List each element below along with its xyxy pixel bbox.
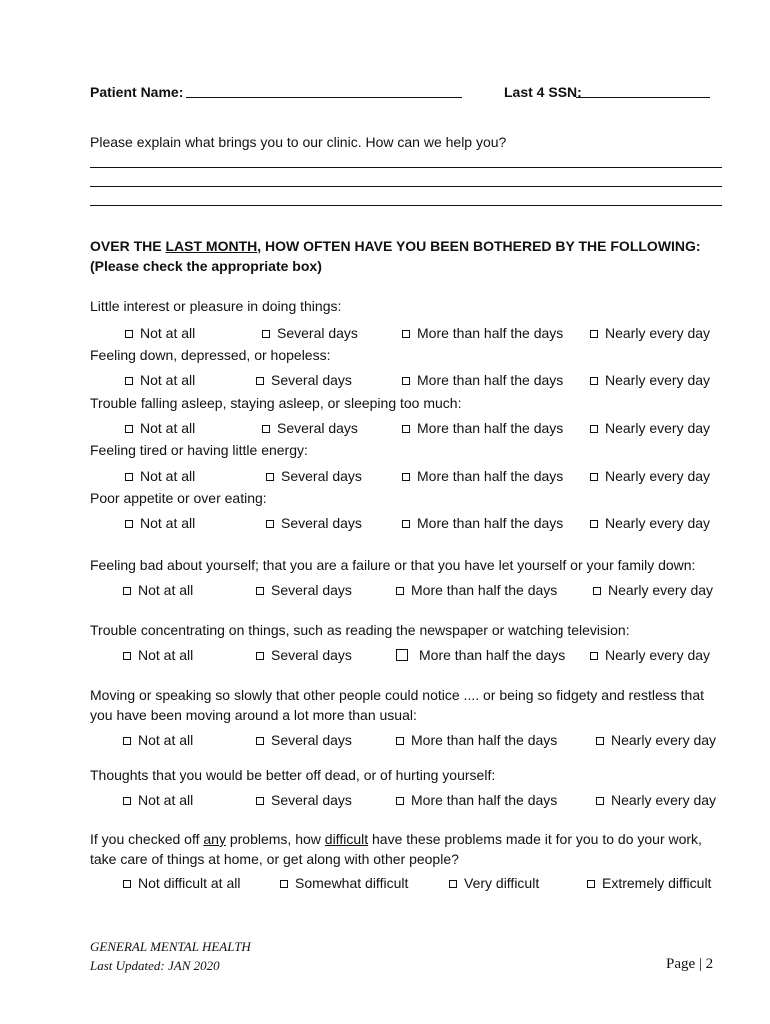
q2-option-several-days[interactable]: Several days bbox=[256, 372, 352, 388]
page-number: Page | 2 bbox=[666, 956, 714, 972]
q2-option-more-than-half[interactable]: More than half the days bbox=[402, 372, 563, 388]
q3-option-not-at-all[interactable]: Not at all bbox=[125, 420, 195, 436]
q4-option-not-at-all[interactable]: Not at all bbox=[125, 468, 195, 484]
q6-option-several-days[interactable]: Several days bbox=[256, 582, 352, 598]
checkbox-icon[interactable] bbox=[256, 737, 264, 745]
checkbox-icon[interactable] bbox=[396, 797, 404, 805]
patient-name-label: Patient Name: bbox=[90, 84, 184, 100]
checkbox-icon[interactable] bbox=[125, 473, 133, 481]
q3-option-nearly-every-day[interactable]: Nearly every day bbox=[590, 420, 710, 436]
q1-option-nearly-every-day[interactable]: Nearly every day bbox=[590, 325, 710, 341]
q4-option-more-than-half[interactable]: More than half the days bbox=[402, 468, 563, 484]
question-8-text-line-1: Moving or speaking so slowly that other people could notice .... or being so fidgety and restless that bbox=[90, 687, 705, 703]
q7-option-more-than-half[interactable]: More than half the days bbox=[396, 647, 565, 663]
checkbox-icon[interactable] bbox=[256, 377, 264, 385]
footer-last-updated: Last Updated: JAN 2020 bbox=[90, 958, 220, 973]
question-5-text: Poor appetite or over eating: bbox=[90, 490, 267, 506]
difficulty-option-not-difficult[interactable]: Not difficult at all bbox=[123, 875, 240, 891]
q5-option-not-at-all[interactable]: Not at all bbox=[125, 515, 195, 531]
q2-option-nearly-every-day[interactable]: Nearly every day bbox=[590, 372, 710, 388]
q9-option-several-days[interactable]: Several days bbox=[256, 792, 352, 808]
q4-option-nearly-every-day[interactable]: Nearly every day bbox=[590, 468, 710, 484]
answer-line-1[interactable] bbox=[90, 167, 722, 168]
checkbox-icon[interactable] bbox=[396, 649, 408, 661]
q4-option-several-days[interactable]: Several days bbox=[266, 468, 362, 484]
q9-option-nearly-every-day[interactable]: Nearly every day bbox=[596, 792, 716, 808]
checkbox-icon[interactable] bbox=[256, 587, 264, 595]
instructions-heading: OVER THE LAST MONTH, HOW OFTEN HAVE YOU BEEN BOTHERED BY THE FOLLOWING: bbox=[90, 238, 701, 254]
checkbox-icon[interactable] bbox=[590, 377, 598, 385]
q8-option-nearly-every-day[interactable]: Nearly every day bbox=[596, 732, 716, 748]
q7-option-nearly-every-day[interactable]: Nearly every day bbox=[590, 647, 710, 663]
difficulty-question-line-1: If you checked off any problems, how difficult have these problems made it for you to do your work, bbox=[90, 831, 702, 847]
checkbox-icon[interactable] bbox=[266, 520, 274, 528]
q3-option-more-than-half[interactable]: More than half the days bbox=[402, 420, 563, 436]
checkbox-icon[interactable] bbox=[590, 330, 598, 338]
checkbox-icon[interactable] bbox=[402, 473, 410, 481]
ssn-label: Last 4 SSN: bbox=[504, 84, 582, 100]
checkbox-icon[interactable] bbox=[402, 330, 410, 338]
q6-option-nearly-every-day[interactable]: Nearly every day bbox=[593, 582, 713, 598]
difficulty-option-somewhat[interactable]: Somewhat difficult bbox=[280, 875, 408, 891]
checkbox-icon[interactable] bbox=[262, 425, 270, 433]
difficulty-question-line-2: take care of things at home, or get along with other people? bbox=[90, 851, 459, 867]
q6-option-not-at-all[interactable]: Not at all bbox=[123, 582, 193, 598]
difficulty-option-extremely[interactable]: Extremely difficult bbox=[587, 875, 711, 891]
q1-option-several-days[interactable]: Several days bbox=[262, 325, 358, 341]
q8-option-not-at-all[interactable]: Not at all bbox=[123, 732, 193, 748]
q1-option-more-than-half[interactable]: More than half the days bbox=[402, 325, 563, 341]
question-6-text: Feeling bad about yourself; that you are a failure or that you have let yourself or your family down: bbox=[90, 557, 696, 573]
checkbox-icon[interactable] bbox=[125, 330, 133, 338]
answer-line-2[interactable] bbox=[90, 186, 722, 187]
difficulty-option-very[interactable]: Very difficult bbox=[449, 875, 539, 891]
checkbox-icon[interactable] bbox=[262, 330, 270, 338]
checkbox-icon[interactable] bbox=[123, 652, 131, 660]
q9-option-not-at-all[interactable]: Not at all bbox=[123, 792, 193, 808]
checkbox-icon[interactable] bbox=[396, 737, 404, 745]
question-3-text: Trouble falling asleep, staying asleep, or sleeping too much: bbox=[90, 395, 462, 411]
q5-option-several-days[interactable]: Several days bbox=[266, 515, 362, 531]
checkbox-icon[interactable] bbox=[123, 797, 131, 805]
checkbox-icon[interactable] bbox=[593, 587, 601, 595]
checkbox-icon[interactable] bbox=[590, 473, 598, 481]
question-1-text: Little interest or pleasure in doing things: bbox=[90, 298, 342, 314]
checkbox-icon[interactable] bbox=[590, 652, 598, 660]
q8-option-more-than-half[interactable]: More than half the days bbox=[396, 732, 557, 748]
checkbox-icon[interactable] bbox=[125, 425, 133, 433]
ssn-field[interactable] bbox=[576, 97, 710, 98]
patient-name-field[interactable] bbox=[186, 97, 462, 98]
question-8-text-line-2: you have been moving around a lot more than usual: bbox=[90, 707, 417, 723]
checkbox-icon[interactable] bbox=[396, 587, 404, 595]
checkbox-icon[interactable] bbox=[596, 797, 604, 805]
checkbox-icon[interactable] bbox=[125, 377, 133, 385]
checkbox-icon[interactable] bbox=[596, 737, 604, 745]
checkbox-icon[interactable] bbox=[590, 520, 598, 528]
checkbox-icon[interactable] bbox=[402, 520, 410, 528]
checkbox-icon[interactable] bbox=[123, 587, 131, 595]
checkbox-icon[interactable] bbox=[123, 880, 131, 888]
answer-line-3[interactable] bbox=[90, 205, 722, 206]
footer-form-title: GENERAL MENTAL HEALTH bbox=[90, 939, 251, 954]
q9-option-more-than-half[interactable]: More than half the days bbox=[396, 792, 557, 808]
q7-option-several-days[interactable]: Several days bbox=[256, 647, 352, 663]
question-4-text: Feeling tired or having little energy: bbox=[90, 442, 308, 458]
checkbox-icon[interactable] bbox=[123, 737, 131, 745]
q2-option-not-at-all[interactable]: Not at all bbox=[125, 372, 195, 388]
checkbox-icon[interactable] bbox=[402, 425, 410, 433]
q8-option-several-days[interactable]: Several days bbox=[256, 732, 352, 748]
checkbox-icon[interactable] bbox=[256, 797, 264, 805]
q7-option-not-at-all[interactable]: Not at all bbox=[123, 647, 193, 663]
question-9-text: Thoughts that you would be better off dead, or of hurting yourself: bbox=[90, 767, 496, 783]
checkbox-icon[interactable] bbox=[402, 377, 410, 385]
q5-option-more-than-half[interactable]: More than half the days bbox=[402, 515, 563, 531]
question-7-text: Trouble concentrating on things, such as reading the newspaper or watching television: bbox=[90, 622, 630, 638]
instructions-subheading: (Please check the appropriate box) bbox=[90, 258, 322, 274]
q3-option-several-days[interactable]: Several days bbox=[262, 420, 358, 436]
checkbox-icon[interactable] bbox=[266, 473, 274, 481]
checkbox-icon[interactable] bbox=[256, 652, 264, 660]
checkbox-icon[interactable] bbox=[590, 425, 598, 433]
checkbox-icon[interactable] bbox=[587, 880, 595, 888]
q5-option-nearly-every-day[interactable]: Nearly every day bbox=[590, 515, 710, 531]
checkbox-icon[interactable] bbox=[125, 520, 133, 528]
q6-option-more-than-half[interactable]: More than half the days bbox=[396, 582, 557, 598]
q1-option-not-at-all[interactable]: Not at all bbox=[125, 325, 195, 341]
checkbox-icon[interactable] bbox=[280, 880, 288, 888]
intro-question: Please explain what brings you to our clinic. How can we help you? bbox=[90, 134, 507, 150]
checkbox-icon[interactable] bbox=[449, 880, 457, 888]
question-2-text: Feeling down, depressed, or hopeless: bbox=[90, 347, 331, 363]
